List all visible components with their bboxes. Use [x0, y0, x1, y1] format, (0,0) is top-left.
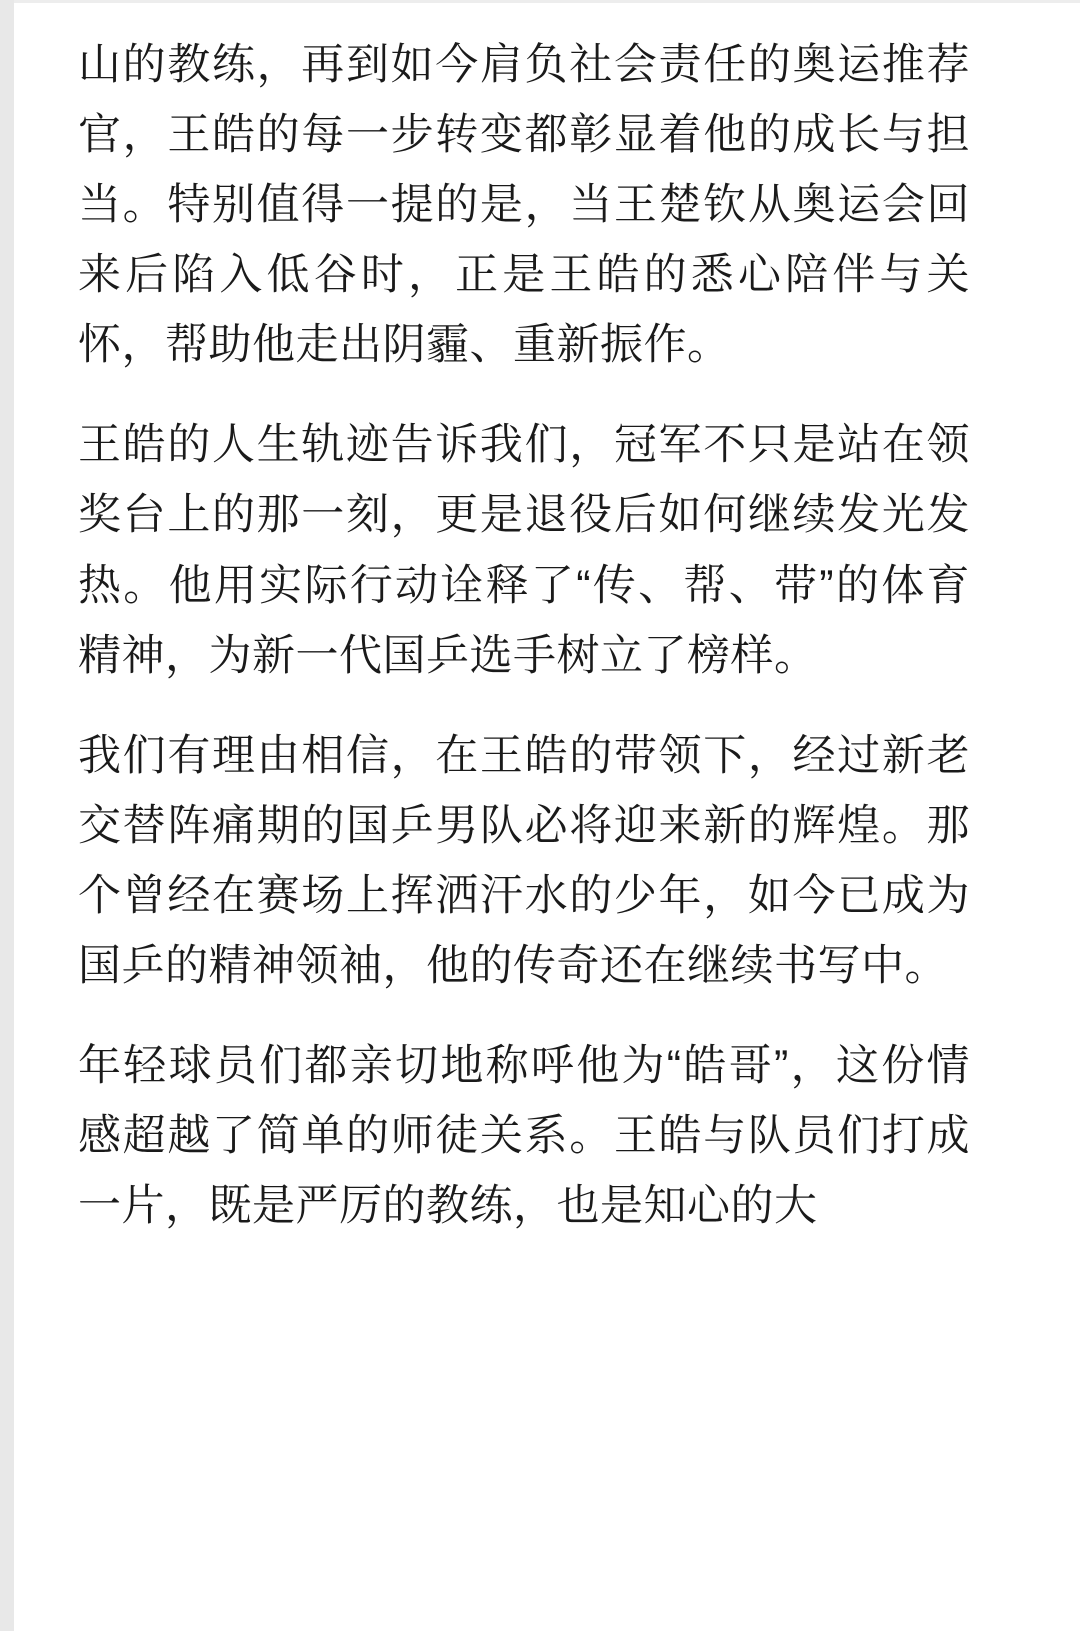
paragraph-2: 王皓的人生轨迹告诉我们，冠军不只是站在领奖台上的那一刻，更是退役后如何继续发光发热。他用实际行动诠释了“传、帮、带”的体育精神，为新一代国乒选手树立了榜样。	[78, 421, 970, 680]
paragraph-4: 年轻球员们都亲切地称呼他为“皓哥”，这份情感超越了简单的师徒关系。王皓与队员们打成一片，既是严厉的教练，也是知心的大	[78, 1042, 970, 1231]
paragraph-3: 我们有理由相信，在王皓的带领下，经过新老交替阵痛期的国乒男队必将迎来新的辉煌。那个曾经在赛场上挥洒汗水的少年，如今已成为国乒的精神领袖，他的传奇还在继续书写中。	[78, 731, 970, 990]
paragraph-1: 山的教练，再到如今肩负社会责任的奥运推荐官，王皓的每一步转变都彰显着他的成长与担当。特别值得一提的是，当王楚钦从奥运会回来后陷入低谷时，正是王皓的悉心陪伴与关怀，帮助他走出阴霾、重新振作。	[78, 41, 970, 370]
